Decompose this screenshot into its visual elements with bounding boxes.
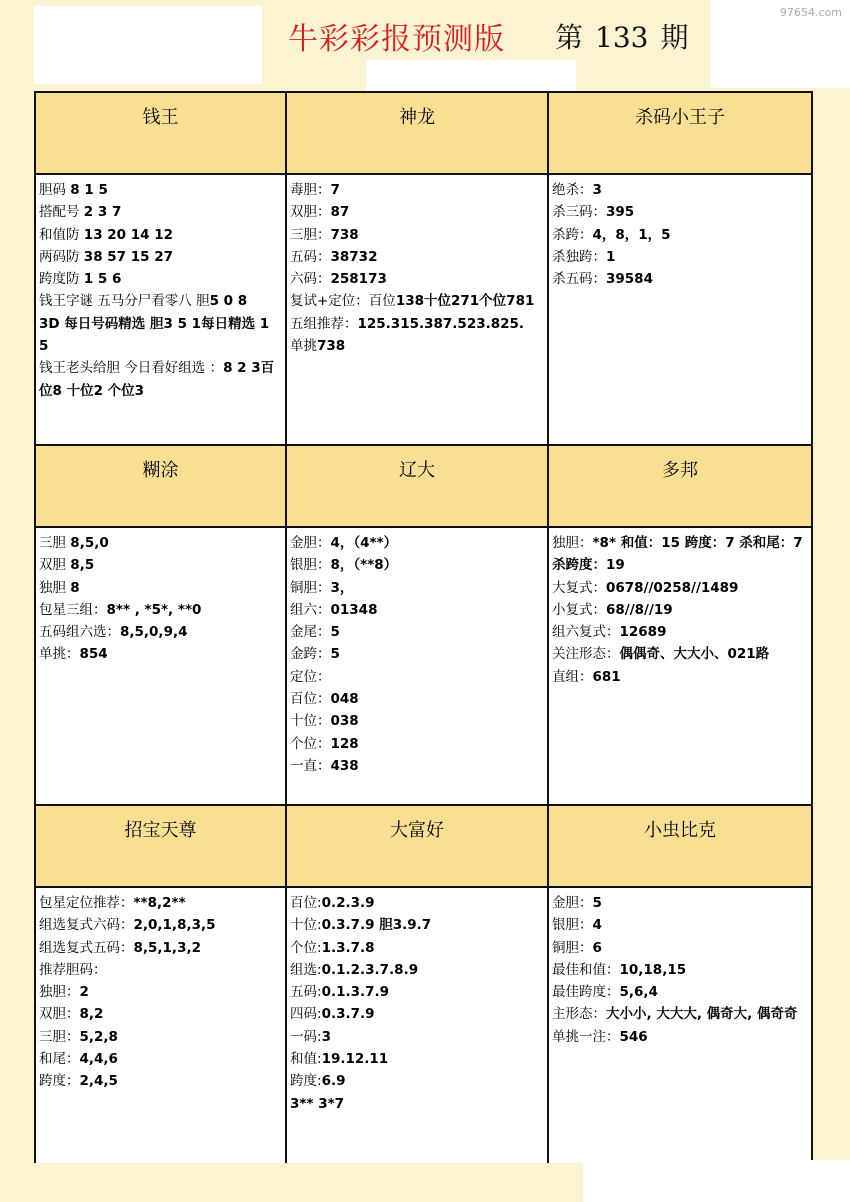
- prediction-line: [290, 621, 543, 643]
- line-value: 125.315.387.523.825.: [357, 315, 525, 332]
- line-value: 4: [592, 917, 602, 934]
- line-value: 0678//0258//1489: [606, 579, 739, 596]
- issue-prefix: 第: [555, 21, 584, 54]
- prediction-line: [290, 201, 543, 223]
- line-value: 2,0,1,8,3,5: [133, 917, 216, 934]
- line-value: 438: [330, 757, 359, 774]
- line-label: 组六：: [290, 601, 331, 618]
- line-value: 38732: [330, 248, 378, 265]
- line-value: 1.3.7.8: [321, 939, 375, 956]
- line-label: 五码：: [290, 248, 331, 265]
- prediction-line: [290, 755, 543, 777]
- line-label: 搭配号: [39, 204, 84, 221]
- prediction-line: [290, 959, 543, 981]
- line-label: 银胆：: [290, 557, 331, 574]
- line-value: 2 3 7: [83, 204, 122, 221]
- line-value: 128: [330, 735, 359, 752]
- line-label: 个位:: [290, 939, 322, 956]
- prediction-line: [39, 621, 281, 643]
- prediction-line: [552, 1026, 807, 1048]
- line-value: 8，（**8）: [330, 557, 398, 574]
- prediction-line: [290, 246, 543, 268]
- line-value: 681: [592, 668, 621, 685]
- prediction-line: [39, 1048, 281, 1070]
- line-value: 395: [606, 204, 635, 221]
- predictor-body: [287, 888, 547, 1115]
- line-label: 个位：: [290, 735, 331, 752]
- line-label: 双胆：: [39, 1006, 80, 1023]
- line-value: 2,4,5: [79, 1073, 118, 1090]
- line-label: 铜胆：: [552, 939, 593, 956]
- line-label: 三胆：: [39, 1028, 80, 1045]
- line-label: 五码:: [290, 984, 322, 1001]
- top-left-white-block: [34, 6, 262, 84]
- line-value: 0.2.3.9: [321, 895, 375, 911]
- predictor-body: [549, 175, 811, 290]
- line-label: 六码：: [290, 271, 331, 288]
- prediction-grid: [34, 91, 813, 1163]
- line-value: 39584: [606, 271, 653, 288]
- watermark-text: 97654.com: [780, 6, 842, 19]
- line-label: 杀五码：: [552, 271, 606, 288]
- prediction-line: [290, 1048, 543, 1070]
- line-label: 百位：: [290, 691, 331, 708]
- prediction-line: [39, 892, 281, 914]
- predictor-name: 糊涂: [36, 446, 285, 528]
- line-label: 和值:: [290, 1051, 322, 1068]
- prediction-line: [39, 959, 281, 981]
- line-label: 双胆: [39, 557, 71, 574]
- prediction-line: [290, 1070, 543, 1092]
- line-value: 0.3.7.9: [321, 1006, 375, 1023]
- prediction-line: [39, 532, 281, 554]
- prediction-line: [39, 643, 281, 665]
- prediction-line: [290, 643, 543, 665]
- line-label: 直组：: [552, 668, 593, 685]
- prediction-line: [290, 268, 543, 290]
- prediction-line: [552, 981, 807, 1003]
- predictor-cell: [549, 446, 811, 806]
- predictor-name: 辽大: [287, 446, 547, 528]
- line-label: 包星三组：: [39, 601, 107, 618]
- line-value: 7: [330, 182, 340, 198]
- line-value: 5,6,4: [619, 984, 658, 1001]
- prediction-line: [39, 313, 281, 358]
- prediction-line: [39, 290, 281, 312]
- line-value: 138十位271个位781: [395, 293, 535, 310]
- line-label: 包星定位推荐：: [39, 895, 134, 911]
- predictor-cell: [287, 93, 549, 446]
- line-label: 主形态：: [552, 1006, 606, 1023]
- line-value: 738: [330, 226, 359, 243]
- line-label: 两码防: [39, 248, 84, 265]
- line-label: 杀独跨：: [552, 248, 606, 265]
- line-label: 百位:: [290, 895, 322, 911]
- prediction-line: [290, 599, 543, 621]
- predictor-cell: [549, 806, 811, 1163]
- prediction-line: [290, 1003, 543, 1025]
- predictor-name: 小虫比克: [549, 806, 811, 888]
- prediction-line: [552, 179, 807, 201]
- line-value: 68//8//19: [606, 601, 673, 618]
- line-value: 854: [79, 646, 108, 663]
- prediction-line: [290, 313, 543, 335]
- prediction-line: [290, 937, 543, 959]
- line-label: 杀三码：: [552, 204, 606, 221]
- line-value: 38 57 15 27: [83, 248, 174, 265]
- line-label: 金跨：: [290, 646, 331, 663]
- predictor-body: [287, 528, 547, 777]
- line-label: 毒胆：: [290, 182, 331, 198]
- line-value: 8 1 5: [70, 182, 108, 198]
- line-value: 6: [592, 939, 602, 956]
- line-label: 钱王老头给胆 今日看好组选 ：: [39, 360, 224, 377]
- line-label: 三胆：: [290, 226, 331, 243]
- line-label: 最佳和值：: [552, 961, 620, 978]
- predictor-body: [287, 175, 547, 357]
- prediction-line: [552, 937, 807, 959]
- prediction-line: [39, 1070, 281, 1092]
- prediction-line: [552, 599, 807, 621]
- predictor-cell: [36, 446, 287, 806]
- line-value: 3: [592, 182, 602, 198]
- line-value: 87: [330, 204, 350, 221]
- prediction-line: [39, 1003, 281, 1025]
- prediction-line: [39, 179, 281, 201]
- prediction-line: [290, 1026, 543, 1048]
- prediction-line: [552, 959, 807, 981]
- line-label: 金胆：: [290, 535, 331, 551]
- line-label: 五组推荐：: [290, 315, 358, 332]
- line-value: 19.12.11: [321, 1051, 389, 1068]
- line-value: 5: [330, 624, 340, 641]
- line-value: 2: [79, 984, 89, 1001]
- prediction-line: [552, 201, 807, 223]
- line-label: 杀跨：: [552, 226, 593, 243]
- prediction-line: [552, 643, 807, 665]
- line-label: 一码:: [290, 1028, 322, 1045]
- line-label: 大复式：: [552, 579, 606, 596]
- predictor-cell: [549, 93, 811, 446]
- line-label: 单挑：: [39, 646, 80, 663]
- line-label: 双胆：: [290, 204, 331, 221]
- prediction-line: [290, 666, 543, 688]
- prediction-line: [290, 577, 543, 599]
- line-value: 5 0 8: [209, 293, 248, 310]
- issue-number: [555, 16, 700, 56]
- line-label: 关注形态：: [552, 646, 620, 663]
- line-value: 01348: [330, 601, 378, 618]
- line-label: 和值防: [39, 226, 84, 243]
- prediction-line: [552, 246, 807, 268]
- line-label: 独胆：: [39, 984, 80, 1001]
- line-value: *8* 和值：15 跨度：7 杀和尾：7 杀跨度：19: [552, 535, 803, 574]
- predictor-body: [36, 888, 285, 1093]
- line-value: 5: [592, 895, 602, 911]
- line-value: 3** 3*7: [290, 1095, 345, 1112]
- line-value: 大小小, 大大大, 偶奇大, 偶奇奇: [606, 1006, 798, 1023]
- prediction-line: [290, 335, 543, 357]
- prediction-line: [290, 688, 543, 710]
- predictor-name: 杀码小王子: [549, 93, 811, 175]
- line-value: 偶偶奇、大大小、021路: [619, 646, 770, 663]
- prediction-line: [39, 1026, 281, 1048]
- prediction-line: [290, 290, 543, 312]
- prediction-line: [290, 1093, 543, 1115]
- line-value: 3: [321, 1028, 331, 1045]
- line-label: 金胆：: [552, 895, 593, 911]
- predictor-name: 钱王: [36, 93, 285, 175]
- line-label: 一直：: [290, 757, 331, 774]
- line-value: 8** , *5*, **0: [106, 601, 202, 618]
- line-value: 1: [606, 248, 616, 265]
- prediction-line: [290, 554, 543, 576]
- line-label: 组选复式六码：: [39, 917, 134, 934]
- line-label: 组六复式：: [552, 624, 620, 641]
- line-value: 8,2: [79, 1006, 104, 1023]
- line-label: 最佳跨度：: [552, 984, 620, 1001]
- line-value: 048: [330, 691, 359, 708]
- prediction-line: [552, 532, 807, 577]
- page-title: 牛彩彩报预测版: [288, 22, 505, 57]
- prediction-line: [39, 914, 281, 936]
- line-label: 组选:: [290, 961, 322, 978]
- line-value: 10,18,15: [619, 961, 687, 978]
- line-label: 定位：: [290, 668, 331, 685]
- predictor-body: [36, 175, 285, 402]
- predictor-name: 大富好: [287, 806, 547, 888]
- prediction-line: [290, 532, 543, 554]
- line-label: 跨度防: [39, 271, 84, 288]
- prediction-line: [290, 710, 543, 732]
- line-value: 546: [619, 1028, 648, 1045]
- prediction-line: [290, 981, 543, 1003]
- prediction-line: [552, 666, 807, 688]
- line-value: **8,2**: [133, 895, 186, 911]
- line-label: 银胆：: [552, 917, 593, 934]
- line-value: 0.1.3.7.9: [321, 984, 390, 1001]
- line-label: 跨度：: [39, 1073, 80, 1090]
- line-label: 十位:: [290, 917, 322, 934]
- line-label: 钱王字谜 五马分尸看零八 胆: [39, 293, 210, 310]
- line-label: 单挑: [290, 338, 317, 355]
- prediction-line: [39, 599, 281, 621]
- line-label: 铜胆：: [290, 579, 331, 596]
- prediction-line: [39, 577, 281, 599]
- line-label: 推荐胆码：: [39, 961, 107, 978]
- line-value: 8,5,1,3,2: [133, 939, 201, 956]
- bottom-right-white-block: [583, 1160, 850, 1202]
- prediction-line: [290, 179, 543, 201]
- line-label: 独胆：: [552, 535, 593, 551]
- line-value: 5: [330, 646, 340, 663]
- predictor-body: [36, 528, 285, 666]
- predictor-name: 多邦: [549, 446, 811, 528]
- line-value: 13 20 14 12: [83, 226, 174, 243]
- line-value: 0.3.7.9 胆3.9.7: [321, 917, 432, 934]
- prediction-line: [39, 224, 281, 246]
- top-center-white-block: [366, 60, 576, 92]
- line-label: 独胆: [39, 579, 71, 596]
- line-label: 和尾：: [39, 1051, 80, 1068]
- prediction-line: [39, 246, 281, 268]
- line-value: 5,2,8: [79, 1028, 118, 1045]
- line-label: 单挑一注：: [552, 1028, 620, 1045]
- prediction-line: [39, 937, 281, 959]
- line-label: 金尾：: [290, 624, 331, 641]
- line-value: 12689: [619, 624, 667, 641]
- line-value: 4，（4**）: [330, 535, 398, 551]
- predictor-cell: [36, 806, 287, 1163]
- line-label: 五码组六选：: [39, 624, 120, 641]
- prediction-line: [552, 577, 807, 599]
- line-label: 胆码: [39, 182, 71, 198]
- predictor-cell: [36, 93, 287, 446]
- line-value: 3，: [330, 579, 354, 596]
- prediction-line: [552, 621, 807, 643]
- line-label: 三胆: [39, 535, 71, 551]
- predictor-name: 神龙: [287, 93, 547, 175]
- line-label: 复试+定位：百位: [290, 293, 396, 310]
- line-value: 0.1.2.3.7.8.9: [321, 961, 419, 978]
- prediction-line: [290, 892, 543, 914]
- prediction-line: [39, 268, 281, 290]
- prediction-line: [39, 201, 281, 223]
- line-value: 6.9: [321, 1073, 346, 1090]
- line-value: 738: [317, 338, 346, 355]
- line-value: 3D 每日号码精选 胆3 5 1每日精选 1 5: [39, 315, 270, 355]
- line-label: 绝杀：: [552, 182, 593, 198]
- line-value: 038: [330, 713, 359, 730]
- prediction-line: [290, 733, 543, 755]
- line-value: 1 5 6: [83, 271, 122, 288]
- line-value: 8 2 3百位8 十位2 个位3: [39, 360, 275, 399]
- prediction-line: [552, 1003, 807, 1025]
- predictor-name: 招宝天尊: [36, 806, 285, 888]
- line-value: 8: [70, 579, 80, 596]
- line-label: 小复式：: [552, 601, 606, 618]
- predictor-cell: [287, 446, 549, 806]
- line-label: 跨度:: [290, 1073, 322, 1090]
- line-value: 4，8，1，5: [592, 226, 671, 243]
- prediction-line: [552, 892, 807, 914]
- line-value: 8,5: [70, 557, 95, 574]
- line-value: 4,4,6: [79, 1051, 118, 1068]
- prediction-line: [552, 224, 807, 246]
- line-label: 四码:: [290, 1006, 322, 1023]
- prediction-line: [552, 914, 807, 936]
- predictor-cell: [287, 806, 549, 1163]
- issue-suffix: 期: [660, 21, 689, 54]
- line-value: 258173: [330, 271, 387, 288]
- line-label: 十位：: [290, 713, 331, 730]
- predictor-body: [549, 888, 811, 1048]
- predictor-body: [549, 528, 811, 688]
- prediction-line: [39, 357, 281, 402]
- line-value: 8,5,0: [70, 535, 109, 551]
- prediction-line: [290, 914, 543, 936]
- prediction-line: [39, 981, 281, 1003]
- issue-value: 133: [595, 21, 649, 54]
- prediction-line: [290, 224, 543, 246]
- prediction-line: [39, 554, 281, 576]
- prediction-line: [552, 268, 807, 290]
- line-value: 8,5,0,9,4: [120, 624, 188, 641]
- line-label: 组选复式五码：: [39, 939, 134, 956]
